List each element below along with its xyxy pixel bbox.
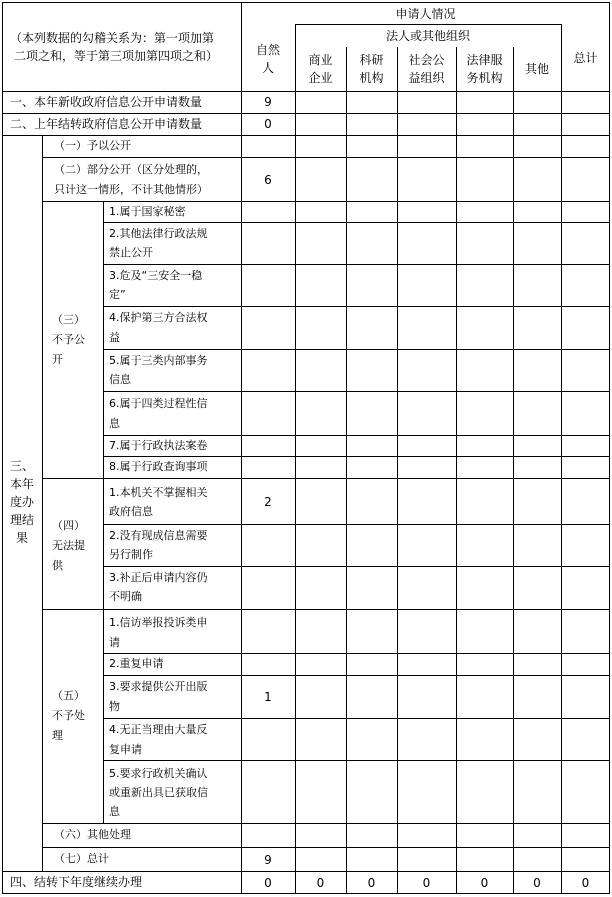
group-notprocess-3: 理 xyxy=(52,729,63,742)
carry-over-other: 0 xyxy=(533,876,541,890)
nondisclose-item-6b: 息 xyxy=(109,417,120,430)
grid-line xyxy=(103,675,610,676)
notprocess-item-5b: 或重新出具已获取信 xyxy=(109,786,208,799)
header-social: 社会公 xyxy=(408,53,445,67)
grid-line xyxy=(42,157,610,158)
nondisclose-item-2b: 禁止公开 xyxy=(109,246,153,259)
group-notprocess-2: 不予处 xyxy=(52,709,85,722)
grid-line xyxy=(103,566,610,567)
grid-line xyxy=(42,823,610,824)
row-label-partial-2: 只计这一情形，不计其他情形） xyxy=(54,183,208,196)
header-other: 其他 xyxy=(524,62,549,76)
nondisclose-item-5b: 信息 xyxy=(109,373,131,386)
header-note-line1: （本列数据的勾稽关系为：第一项加第 xyxy=(10,31,215,45)
header-note-line2: 二项之和，等于第三项加第四项之和） xyxy=(14,49,219,63)
row-label-partial-1: （二）部分公开（区分处理的， xyxy=(54,163,208,176)
nondisclose-item-2: 2.其他法律行政法规 xyxy=(109,227,208,240)
header-commercial: 商业 xyxy=(308,53,333,67)
notprocess-item-5: 5.要求行政机关确认 xyxy=(109,767,208,780)
value-subtotal-natural: 9 xyxy=(264,853,272,867)
unable-item-3b: 不明确 xyxy=(109,590,142,603)
carry-over-natural: 0 xyxy=(264,876,272,890)
row-label-disclose: （一）予以公开 xyxy=(54,139,131,152)
unable-item-2: 2.没有现成信息需要 xyxy=(109,529,208,542)
notprocess-item-3: 3.要求提供公开出版 xyxy=(109,680,208,693)
value-new-requests-natural: 9 xyxy=(264,95,272,109)
nondisclose-item-6: 6.属于四类过程性信 xyxy=(109,397,208,410)
row-label-carried-requests: 二、上年结转政府信息公开申请数量 xyxy=(10,117,203,131)
notprocess-item-1b: 请 xyxy=(109,636,120,649)
grid-line xyxy=(103,222,610,223)
grid-line xyxy=(103,760,610,761)
group-nondisclose-1: （三） xyxy=(52,313,85,326)
notprocess-item-4b: 复申请 xyxy=(109,743,142,756)
group-nondisclose-3: 开 xyxy=(52,353,63,366)
grid-line xyxy=(513,47,514,894)
carry-over-commercial: 0 xyxy=(316,876,325,890)
nondisclose-item-3b: 定” xyxy=(109,288,126,301)
value-unable-1-natural: 2 xyxy=(264,495,272,509)
group-unable-2: 无法提 xyxy=(52,539,85,552)
notprocess-item-5c: 息 xyxy=(109,805,120,818)
unable-item-3: 3.补正后申请内容仍 xyxy=(109,571,208,584)
nondisclose-item-8: 8.属于行政查询事项 xyxy=(109,460,208,473)
group-notprocess-1: （五） xyxy=(52,689,85,702)
grid-line xyxy=(561,24,562,894)
carry-over-social: 0 xyxy=(422,876,431,890)
grid-line xyxy=(103,653,610,654)
header-research-2: 机构 xyxy=(359,71,384,85)
header-natural-person-2: 人 xyxy=(261,61,274,75)
section3-label-1: 三、 xyxy=(9,459,34,473)
header-commercial-2: 企业 xyxy=(308,71,333,85)
grid-line xyxy=(295,24,561,25)
header-total: 总计 xyxy=(573,51,598,65)
table-border-bottom xyxy=(2,893,610,894)
row-label-new-requests: 一、本年新收政府信息公开申请数量 xyxy=(10,95,203,109)
unable-item-1: 1.本机关不掌握相关 xyxy=(109,486,208,499)
section3-label-4: 理结 xyxy=(9,513,34,527)
header-social-2: 益组织 xyxy=(408,71,445,85)
value-carried-requests-natural: 0 xyxy=(264,117,272,131)
grid-line xyxy=(241,2,610,3)
grid-line xyxy=(42,135,43,872)
grid-line xyxy=(295,24,296,894)
group-unable-3: 供 xyxy=(52,559,63,572)
information-disclosure-table xyxy=(2,2,610,894)
unable-item-1b: 政府信息 xyxy=(109,505,153,518)
grid-line xyxy=(103,201,104,823)
group-unable-1: （四） xyxy=(52,519,85,532)
nondisclose-item-4: 4.保护第三方合法权 xyxy=(109,311,208,324)
nondisclose-item-3: 3.危及“三安全一稳 xyxy=(109,269,203,282)
grid-line xyxy=(42,847,610,848)
grid-line xyxy=(103,264,610,265)
grid-line xyxy=(456,47,457,894)
section3-label-2: 本年 xyxy=(9,477,34,491)
value-partial-natural: 6 xyxy=(264,173,272,187)
nondisclose-item-5: 5.属于三类内部事务 xyxy=(109,354,208,367)
section3-label-3: 度办 xyxy=(9,495,34,509)
notprocess-item-2: 2.重复申请 xyxy=(109,657,164,670)
header-legal-org: 法人或其他组织 xyxy=(385,29,470,43)
group-nondisclose-2: 不予公 xyxy=(52,333,85,346)
row-label-subtotal: （七）总计 xyxy=(54,852,109,865)
header-natural-person: 自然 xyxy=(255,43,280,57)
carry-over-total: 0 xyxy=(581,876,590,890)
section3-label-5: 果 xyxy=(15,531,28,545)
grid-line xyxy=(42,478,610,479)
nondisclose-item-4b: 益 xyxy=(109,331,120,344)
notprocess-item-1: 1.信访举报投诉类申 xyxy=(109,616,208,629)
grid-line xyxy=(397,47,398,894)
grid-line xyxy=(346,47,347,894)
carry-over-legal-service: 0 xyxy=(480,876,489,890)
grid-line xyxy=(103,306,610,307)
row-label-carry-over: 四、结转下年度继续办理 xyxy=(10,875,143,889)
grid-line xyxy=(103,349,610,350)
header-legal-service-2: 务机构 xyxy=(466,71,503,85)
grid-line xyxy=(103,391,610,392)
carry-over-research: 0 xyxy=(367,876,376,890)
unable-item-2b: 另行制作 xyxy=(109,548,153,561)
header-applicant: 申请人情况 xyxy=(395,7,456,21)
nondisclose-item-7: 7.属于行政执法案卷 xyxy=(109,439,208,452)
grid-line xyxy=(103,524,610,525)
header-research: 科研 xyxy=(359,53,384,67)
row-label-other-process: （六）其他处理 xyxy=(54,828,131,841)
nondisclose-item-1: 1.属于国家秘密 xyxy=(109,205,186,218)
notprocess-item-3b: 物 xyxy=(109,700,120,713)
grid-line xyxy=(103,718,610,719)
notprocess-item-4: 4.无正当理由大量反 xyxy=(109,723,208,736)
grid-line xyxy=(42,609,610,610)
value-notprocess-3-natural: 1 xyxy=(264,690,272,704)
header-legal-service: 法律服 xyxy=(466,53,503,67)
